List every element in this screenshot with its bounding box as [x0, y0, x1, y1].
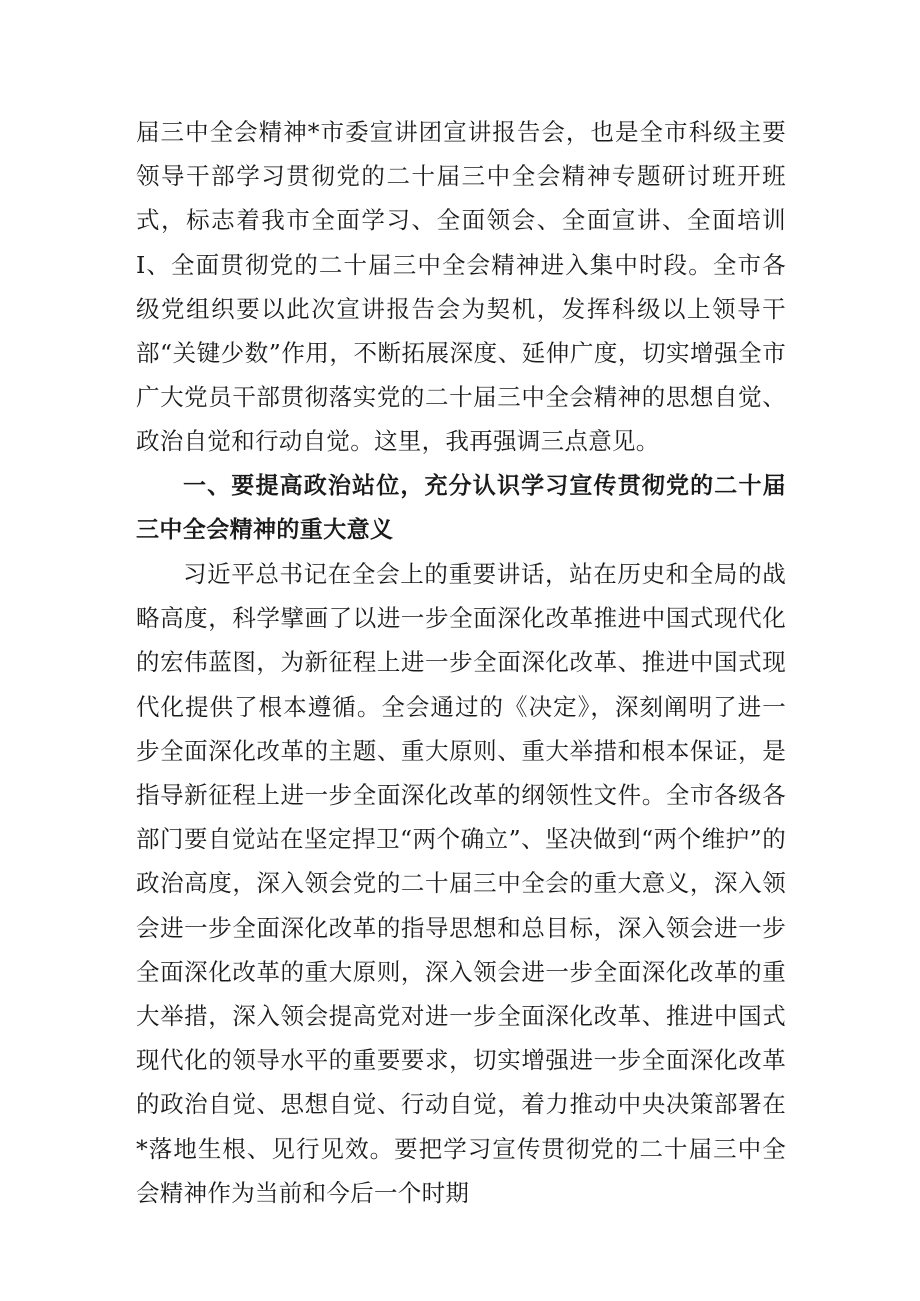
paragraph-intro: 届三中全会精神*市委宣讲团宣讲报告会，也是全市科级主要领导干部学习贯彻党的二十届三中全会精神专题研讨班开班式，标志着我市全面学习、全面领会、全面宣讲、全面培训I、全面贯彻党的二十届三中全会精神进入集中时段。全市各级党组织要以此次宣讲报告会为契机，发挥科级以上领导干部“关键少数”作用，不断拓展深度、延伸广度，切实增强全市广大党员干部贯彻落实党的二十届三中全会精神的思想自觉、政治自觉和行动自觉。这里，我再强调三点意见。: [136, 118, 786, 456]
paragraph-section-1: 习近平总书记在全会上的重要讲话，站在历史和全局的战略高度，科学擘画了以进一步全面深化改革推进中国式现代化的宏伟蓝图，为新征程上进一步全面深化改革、推进中国式现代化提供了根本遵循。全会通过的《决定》，深刻阐明了进一步全面深化改革的主题、重大原则、重大举措和根本保证，是指导新征程上进一步全面深化改革的纲领性文件。全市各级各部门要自觉站在坚定捍卫“两个确立”、坚决做到“两个维护”的政治高度，深入领会党的二十届三中全会的重大意义，深入领会进一步全面深化改革的指导思想和总目标，深入领会进一步全面深化改革的重大原则，深入领会进一步全面深化改革的重大举措，深入领会提高党对进一步全面深化改革、推进中国式现代化的领导水平的重要要求，切实增强进一步全面深化改革的政治自觉、思想自觉、行动自觉，着力推动中央决策部署在*落地生根、见行见效。要把学习宣传贯彻党的二十届三中全会精神作为当前和今后一个时期: [136, 560, 786, 1207]
document-body: [136, 110, 786, 1215]
section-heading-1: 一、要提高政治站位，充分认识学习宣传贯彻党的二十届三中全会精神的重大意义: [136, 472, 786, 543]
